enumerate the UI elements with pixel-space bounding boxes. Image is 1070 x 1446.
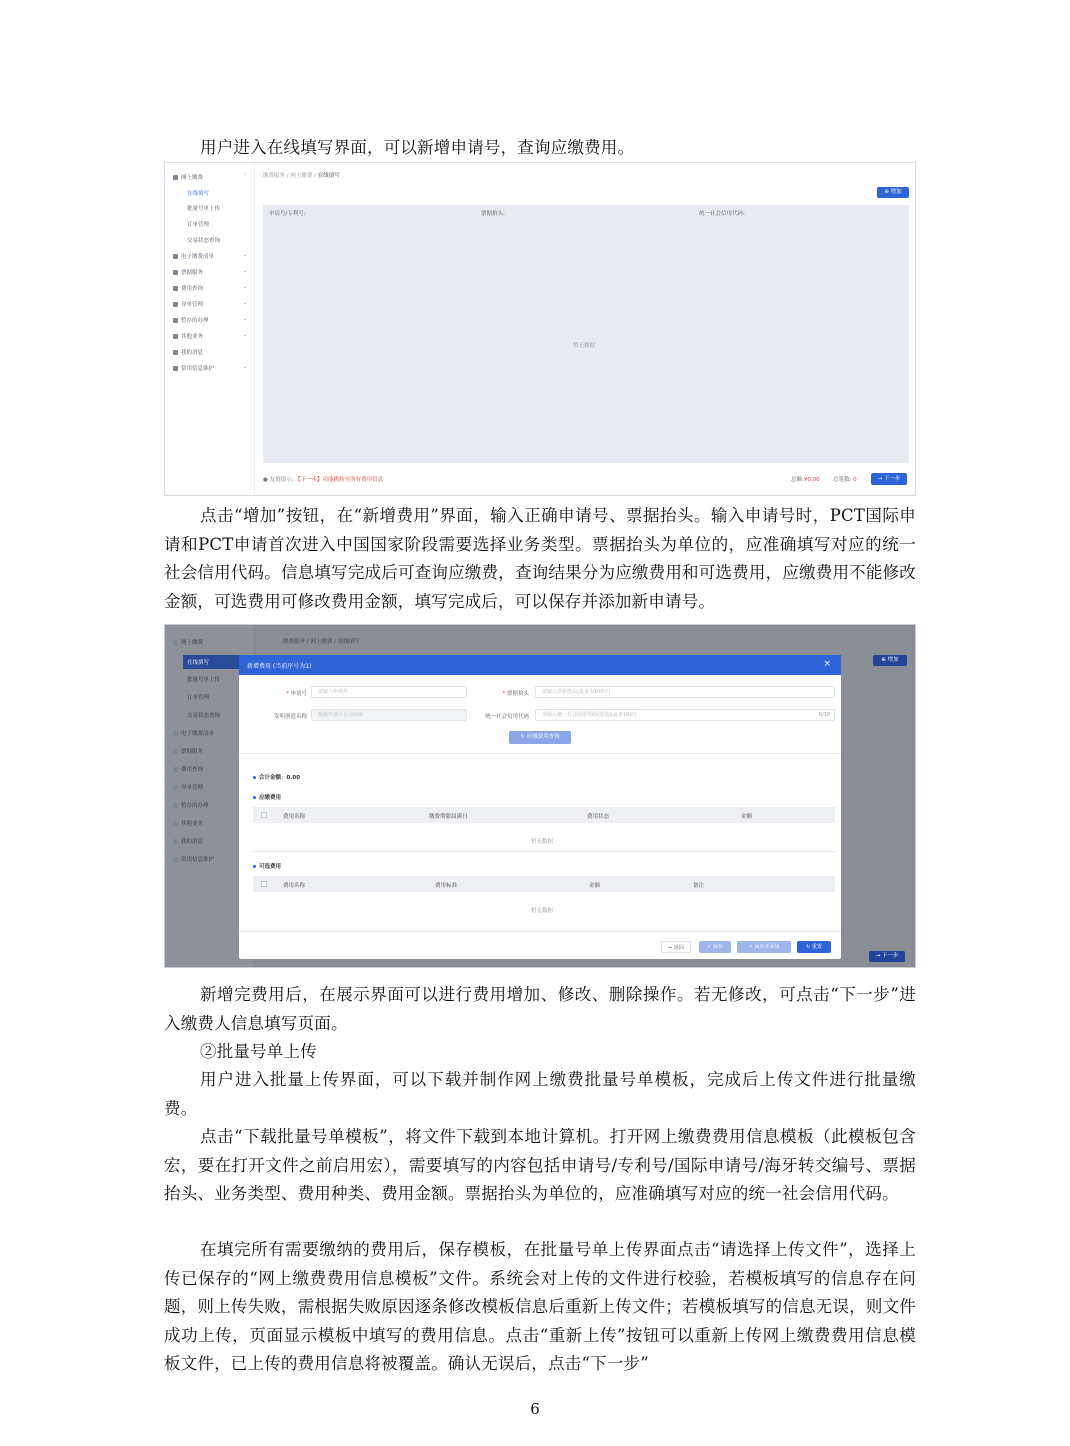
draft-icon bbox=[173, 803, 178, 808]
search-icon bbox=[173, 767, 178, 772]
sidebar-item-batch-upload[interactable]: 批量号单上传 bbox=[187, 206, 221, 212]
refresh-icon: ↻ bbox=[520, 734, 527, 740]
sidebar-item-messages[interactable]: 我的消息 bbox=[173, 348, 203, 356]
breadcrumb-current: 在线填写 bbox=[317, 173, 340, 179]
chevron-down-icon: ⌄ bbox=[243, 268, 248, 274]
breadcrumb: 缴费服务 / 网上缴费 / 在线填写 bbox=[283, 639, 360, 645]
paragraph-upload-steps: 在填完所有需要缴纳的费用后，保存模板，在批量号单上传界面点击“请选择上传文件”，选择上传已保存的“网上缴费费用信息模板”文件。系统会对上传的文件进行校验，若模板填写的信息存在问题，则上传失败，需根据失败原因逐条修改模板信息后重新上传文件；若模板填写的信息无误，则文件成功上传，页面显示模板中填写的费用信息。点击“重新上传”按钮可以重新上传网上缴费费用信息模板文件，已上传的费用信息将被覆盖。确认无误后，点击“下一步” bbox=[164, 1240, 916, 1373]
list-icon bbox=[173, 254, 178, 259]
sidebar-item-common-info[interactable]: 常用信息维护 bbox=[173, 855, 214, 863]
next-step-button[interactable]: → 下一步 bbox=[871, 473, 907, 485]
add-button[interactable]: ⊕ 增加 bbox=[873, 655, 907, 666]
payment-icon bbox=[173, 175, 178, 180]
sidebar-item-e-list[interactable]: 电子缴费清单 bbox=[173, 729, 214, 737]
check-icon: ✓ bbox=[748, 944, 755, 950]
column-header-app-no: 申请号/专利号: bbox=[269, 211, 306, 217]
application-table bbox=[263, 205, 909, 463]
column-header: 备注 bbox=[693, 883, 705, 889]
breadcrumb-item[interactable]: 缴费服务 bbox=[283, 639, 306, 645]
divider bbox=[239, 931, 841, 932]
app-no-label: * 申请号 bbox=[285, 691, 307, 697]
add-fee-dialog bbox=[239, 655, 841, 959]
sidebar-item-orders[interactable]: 订单管理 bbox=[187, 222, 210, 228]
bullet-icon bbox=[253, 865, 256, 868]
payment-icon bbox=[173, 640, 178, 645]
breadcrumb: 缴费服务 / 网上缴费 / 在线填写 bbox=[263, 173, 340, 179]
draft-icon bbox=[173, 318, 178, 323]
invoice-title-label: * 票据抬头 bbox=[502, 691, 529, 697]
divider bbox=[253, 851, 835, 852]
dialog-header bbox=[239, 655, 841, 675]
chevron-down-icon: ⌄ bbox=[243, 300, 248, 306]
sidebar-item-batch-upload[interactable]: 批量号单上传 bbox=[187, 677, 221, 683]
breadcrumb-item[interactable]: 缴费服务 bbox=[263, 173, 286, 179]
sidebar-item-online-fill[interactable]: 在线填写 bbox=[187, 660, 210, 666]
column-header: 费用名称 bbox=[283, 883, 306, 889]
breadcrumb-item[interactable]: 网上缴费 bbox=[310, 639, 333, 645]
breadcrumb-current: 在线填写 bbox=[337, 639, 360, 645]
column-header-invoice-title: 票据抬头: bbox=[481, 211, 505, 217]
footer-total: 总额:¥0.00 bbox=[791, 477, 820, 483]
invention-name-input: 根据申请号自动获取 bbox=[311, 709, 467, 721]
page-number: 6 bbox=[530, 1400, 540, 1418]
bullet-icon bbox=[253, 776, 256, 779]
message-icon bbox=[173, 350, 178, 355]
sidebar-item-orders[interactable]: 订单管理 bbox=[187, 695, 210, 701]
message-icon bbox=[173, 839, 178, 844]
due-fee-section-title: 应缴费用 bbox=[253, 793, 281, 801]
chevron-down-icon: ⌄ bbox=[243, 364, 248, 370]
sidebar bbox=[165, 163, 255, 495]
select-all-checkbox[interactable] bbox=[261, 881, 267, 887]
total-amount: 合计金额：0.00 bbox=[253, 773, 300, 781]
folder-icon bbox=[173, 785, 178, 790]
invoice-icon bbox=[173, 270, 178, 275]
column-header: 费用名称 bbox=[283, 814, 306, 820]
screenshot-online-fill bbox=[164, 162, 916, 496]
column-header-credit-code: 统一社会信用代码: bbox=[699, 211, 745, 217]
save-button[interactable]: ✓ 保存 bbox=[699, 941, 731, 953]
credit-code-label: 统一社会信用代码 bbox=[484, 714, 529, 720]
query-fee-button[interactable]: ↻ 应缴费用查询 bbox=[509, 731, 571, 744]
footer-count: 总笔数: 0 bbox=[833, 477, 857, 483]
chevron-up-icon: ⌃ bbox=[243, 173, 248, 179]
settings-icon bbox=[173, 366, 178, 371]
sidebar-item-messages[interactable]: 我的消息 bbox=[173, 837, 203, 845]
sidebar-item-invoice[interactable]: 票据服务 ⌄ bbox=[173, 268, 203, 276]
back-button[interactable]: ⇐ 返回 bbox=[661, 941, 691, 953]
paragraph-after-add: 新增完费用后，在展示界面可以进行费用增加、修改、删除操作。若无修改，可点击“下一步”进入缴费人信息填写页面。 bbox=[164, 985, 916, 1033]
grid-icon bbox=[173, 821, 178, 826]
check-icon: ✓ bbox=[707, 944, 713, 950]
screenshot-add-fee-dialog bbox=[164, 624, 916, 968]
settings-icon bbox=[173, 857, 178, 862]
info-icon: ● bbox=[263, 477, 270, 483]
invoice-icon bbox=[173, 749, 178, 754]
paragraph-batch-intro: 用户进入批量上传界面，可以下载并制作网上缴费批量号单模板，完成后上传文件进行批量缴费。 bbox=[164, 1070, 916, 1118]
optional-fee-section-title: 可选费用 bbox=[253, 862, 281, 870]
invention-name-label: 发明创造名称 bbox=[273, 714, 307, 720]
chevron-down-icon: ⌄ bbox=[243, 252, 248, 258]
optional-fee-table-header bbox=[253, 876, 835, 892]
paragraph-intro: 用户进入在线填写界面，可以新增申请号，查询应缴费用。 bbox=[200, 138, 635, 157]
column-header: 缴费期限届满日 bbox=[429, 814, 468, 820]
add-icon: ⊕ bbox=[884, 189, 891, 195]
section-heading-batch-upload: ②批量号单上传 bbox=[200, 1042, 317, 1061]
sidebar-item-invoice[interactable]: 票据服务 bbox=[173, 747, 203, 755]
sidebar-item-list-manage[interactable]: 导单管理 bbox=[173, 783, 203, 791]
add-button[interactable]: ⊕ 增加 bbox=[877, 187, 909, 198]
empty-state: 暂无数据 bbox=[531, 908, 554, 914]
invoice-title-input[interactable]: 请输入票据抬头(最多为100字) bbox=[535, 686, 835, 698]
reset-button[interactable]: ↻ 重置 bbox=[797, 941, 831, 953]
paragraph-add-fee: 点击“增加”按钮，在“新增费用”界面，输入正确申请号、票据抬头。输入申请号时，PCT国际申请和PCT申请首次进入中国国家阶段需要选择业务类型。票据抬头为单位的，应准确填写对应的统一社会信用代码。信息填写完成后可查询应缴费，查询结果分为应缴费用和可选费用，应缴费用不能修改金额，可选费用可修改费用金额，填写完成后，可以保存并添加新申请号。 bbox=[164, 506, 916, 611]
arrow-right-icon: → bbox=[877, 476, 884, 482]
credit-code-input[interactable]: 请输入统一社会信用代码(选填)(最多18位) 0/18 bbox=[535, 709, 835, 721]
refresh-icon: ↻ bbox=[806, 944, 812, 950]
column-header: 金额 bbox=[589, 883, 601, 889]
sidebar-item-list-manage[interactable]: 导单管理 ⌄ bbox=[173, 300, 203, 308]
save-and-add-button[interactable]: ✓ 保存并添加 bbox=[737, 941, 791, 953]
chevron-down-icon: ⌄ bbox=[243, 332, 248, 338]
empty-state: 暂无数据 bbox=[531, 839, 554, 845]
sidebar-group-online-pay[interactable]: 网上缴费 bbox=[173, 638, 203, 646]
next-step-button[interactable]: → 下一步 bbox=[869, 951, 905, 962]
sidebar-item-transaction-status[interactable]: 交易状态查询 bbox=[187, 713, 221, 719]
search-icon bbox=[173, 286, 178, 291]
sidebar-item-transaction-status[interactable]: 交易状态查询 bbox=[187, 238, 221, 244]
arrow-left-icon: ⇐ bbox=[668, 945, 674, 951]
breadcrumb-item[interactable]: 网上缴费 bbox=[290, 173, 313, 179]
sidebar-item-fee-query[interactable]: 费用查询 ⌄ bbox=[173, 284, 203, 292]
divider bbox=[239, 753, 841, 754]
char-counter: 0/18 bbox=[818, 712, 830, 718]
column-header: 金额 bbox=[741, 814, 753, 820]
paragraph-template-download: 点击“下载批量号单模板”，将文件下载到本地计算机。打开网上缴费费用信息模板（此模板包含宏，要在打开文件之前启用宏），需要填写的内容包括申请号/专利号/国际申请号/海牙转交编号、票据抬头、业务类型、费用种类、费用金额。票据抬头为单位的，应准确填写对应的统一社会信用代码。 bbox=[164, 1127, 916, 1203]
sidebar-item-staging[interactable]: 暂存的办理 bbox=[173, 801, 209, 809]
folder-icon bbox=[173, 302, 178, 307]
due-fee-table-header bbox=[253, 807, 835, 823]
sidebar-item-e-list[interactable]: 电子缴费清单 ⌄ bbox=[173, 252, 214, 260]
sidebar-item-fee-query[interactable]: 费用查询 bbox=[173, 765, 203, 773]
sidebar-item-staging[interactable]: 暂存的办理 ⌄ bbox=[173, 316, 209, 324]
select-all-checkbox[interactable] bbox=[261, 812, 267, 818]
arrow-right-icon: → bbox=[875, 953, 882, 959]
column-header: 费用标准 bbox=[435, 883, 458, 889]
sidebar-item-other[interactable]: 其他业务 bbox=[173, 819, 203, 827]
grid-icon bbox=[173, 334, 178, 339]
chevron-down-icon: ⌄ bbox=[243, 316, 248, 322]
empty-state: 暂无数据 bbox=[573, 343, 596, 349]
sidebar-item-common-info[interactable]: 常用信息维护 ⌄ bbox=[173, 364, 214, 372]
sidebar-item-online-fill[interactable]: 在线填写 bbox=[187, 191, 210, 197]
app-no-input[interactable]: 请输入申请号 bbox=[311, 686, 467, 698]
sidebar-item-other[interactable]: 其他业务 ⌄ bbox=[173, 332, 203, 340]
bullet-icon bbox=[253, 796, 256, 799]
footer-tip: ● 友情提示: 【下一步】功能跳转至所有费用信息 bbox=[263, 477, 384, 483]
column-header: 费用状态 bbox=[587, 814, 610, 820]
list-icon bbox=[173, 731, 178, 736]
add-icon: ⊕ bbox=[881, 657, 888, 663]
dialog-title: 新增费用 (当前序号为1) bbox=[247, 663, 312, 670]
close-icon[interactable]: × bbox=[823, 659, 831, 669]
chevron-down-icon: ⌄ bbox=[243, 284, 248, 290]
sidebar-group-online-pay[interactable]: 网上缴费 ⌃ bbox=[173, 173, 203, 181]
